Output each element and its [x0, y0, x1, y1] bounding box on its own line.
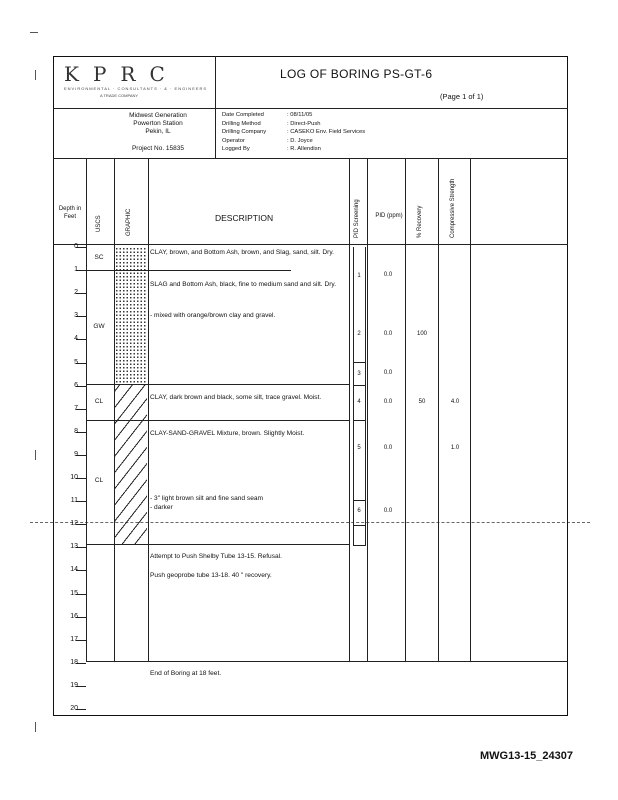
meta-value: : R. Allendisn	[287, 146, 321, 153]
depth-label: 11	[70, 497, 78, 505]
depth-label: 12	[70, 520, 78, 528]
col-header-description: DESCRIPTION	[215, 213, 274, 223]
header-divider	[215, 56, 216, 158]
col-divider-depth	[86, 158, 87, 662]
description-text: Attempt to Push Shelby Tube 13-15. Refusal.	[150, 553, 282, 560]
header-rule	[53, 158, 568, 159]
margin-mark-top	[30, 32, 38, 33]
col-divider-screening	[367, 158, 368, 662]
meta-label: Drilling Method	[222, 120, 261, 127]
depth-label: 15	[70, 589, 78, 597]
meta-value: : 08/11/05	[287, 112, 313, 118]
uscs-code: CL	[94, 477, 104, 484]
stratum-boundary	[86, 420, 350, 421]
page-indicator: (Page 1 of 1)	[440, 92, 484, 101]
depth-label: 19	[70, 681, 78, 689]
depth-label: 5	[74, 358, 78, 366]
meta-label: Operator	[222, 137, 245, 144]
client-site: Powerton Station	[133, 120, 183, 127]
col-divider-graphic	[148, 158, 149, 662]
meta-value: : Direct-Push	[287, 120, 321, 127]
sample-number: 5	[357, 445, 361, 451]
sample-interval	[353, 385, 366, 386]
stratum-boundary	[86, 384, 350, 385]
company-tagline: ENVIRONMENTAL · CONSULTANTS · & · ENGINEERS	[64, 86, 208, 91]
depth-label: 18	[70, 658, 78, 666]
sample-number: 4	[357, 399, 361, 405]
stratum-boundary	[86, 270, 291, 271]
depth-label: 9	[74, 450, 78, 458]
compressive-strength-value: 1.0	[450, 445, 460, 451]
col-header-uscs: USCS	[96, 215, 102, 232]
pid-reading: 0.0	[383, 445, 393, 451]
depth-label: 16	[70, 612, 78, 620]
col-header-recovery: % Recovery	[417, 205, 423, 238]
recovery-value: 50	[418, 399, 426, 405]
meta-value: : D. Joyce	[287, 137, 313, 144]
stratum-boundary	[86, 544, 350, 545]
depth-label: 17	[70, 635, 78, 643]
description-text: - darker	[150, 504, 173, 511]
compressive-strength-value: 4.0	[450, 399, 460, 405]
col-divider-pid	[405, 158, 406, 662]
depth-label: 10	[70, 474, 78, 481]
col-divider-strength	[470, 158, 471, 662]
sample-number: 2	[357, 331, 361, 337]
sample-interval	[353, 362, 366, 363]
graphic-fill-clay	[115, 384, 147, 544]
col-divider-description	[349, 158, 350, 662]
depth-label: 20	[70, 705, 78, 712]
sample-number: 6	[357, 508, 361, 514]
description-text: CLAY, dark brown and black, some silt, trace gravel. Moist.	[150, 394, 322, 401]
depth-label: 0	[74, 243, 78, 250]
document-id: MWG13-15_24307	[480, 750, 573, 762]
graphic-fill-fill-bottom-ash	[115, 247, 147, 383]
pid-reading: 0.0	[383, 370, 393, 376]
col-header-pid-screening: PID Screening	[354, 199, 360, 238]
depth-label: 13	[70, 543, 78, 551]
depth-label: 14	[70, 566, 78, 574]
col-header-pid-ppm: PID (ppm)	[375, 213, 403, 219]
description-text: End of Boring at 18 feet.	[150, 670, 222, 677]
col-divider-recovery	[438, 158, 439, 662]
company-logo: KPRC	[64, 62, 179, 86]
uscs-code: CL	[94, 398, 104, 405]
project-number: Project No. 15835	[131, 145, 185, 152]
meta-label: Drilling Company	[222, 129, 267, 136]
meta-label: Logged By	[222, 146, 250, 153]
description-text: - mixed with orange/brown clay and gravel.	[150, 312, 276, 319]
margin-mark	[35, 722, 36, 732]
col-header-compressive: Compressive Strength	[450, 178, 456, 238]
company-tagline-sub: A TRADE COMPANY	[100, 93, 139, 98]
margin-mark	[35, 70, 36, 80]
recovery-value: 100	[416, 331, 427, 337]
description-text: - 3" light brown silt and fine sand seam	[150, 495, 264, 502]
column-header-rule	[53, 244, 568, 245]
description-text: Push geoprobe tube 13-18. 40 " recovery.	[150, 572, 272, 579]
pid-reading: 0.0	[383, 331, 393, 337]
pid-reading: 0.0	[383, 399, 393, 405]
depth-label: 1	[74, 266, 78, 274]
sample-interval	[353, 525, 366, 526]
page-title: LOG OF BORING PS-GT-6	[280, 67, 433, 81]
margin-mark	[35, 450, 36, 460]
col-header-depth: Depth in Feet	[58, 206, 82, 220]
pid-reading: 0.0	[383, 508, 393, 514]
meta-label: Date Completed	[222, 112, 264, 118]
depth-label: 2	[74, 289, 78, 297]
uscs-code: SC	[94, 254, 104, 261]
client-name: Midwest Generation	[129, 112, 187, 119]
col-header-graphic: GRAPHIC	[126, 208, 132, 236]
depth-label: 6	[74, 381, 78, 389]
description-text: CLAY-SAND-GRAVEL Mixture, brown. Slightly Moist.	[150, 430, 305, 437]
description-text: CLAY, brown, and Bottom Ash, brown, and Slag, sand, silt. Dry.	[150, 249, 334, 256]
depth-label: 4	[74, 335, 78, 343]
sample-interval	[353, 545, 366, 546]
meta-value: : CASEKO Env. Field Services	[287, 129, 366, 136]
uscs-code: GW	[93, 323, 105, 330]
client-location: Pekin, IL	[145, 128, 171, 135]
description-text: SLAG and Bottom Ash, black, fine to medium sand and silt. Dry.	[150, 281, 337, 288]
sample-interval	[353, 420, 366, 421]
pid-reading: 0.0	[383, 272, 393, 278]
sample-interval	[353, 500, 366, 501]
depth-label: 8	[74, 427, 78, 435]
sample-number: 1	[357, 273, 361, 279]
header-rule	[53, 108, 568, 109]
sample-number: 3	[357, 371, 361, 377]
depth-label: 3	[74, 312, 78, 320]
depth-label: 7	[74, 404, 78, 412]
boring-bottom	[86, 661, 568, 662]
